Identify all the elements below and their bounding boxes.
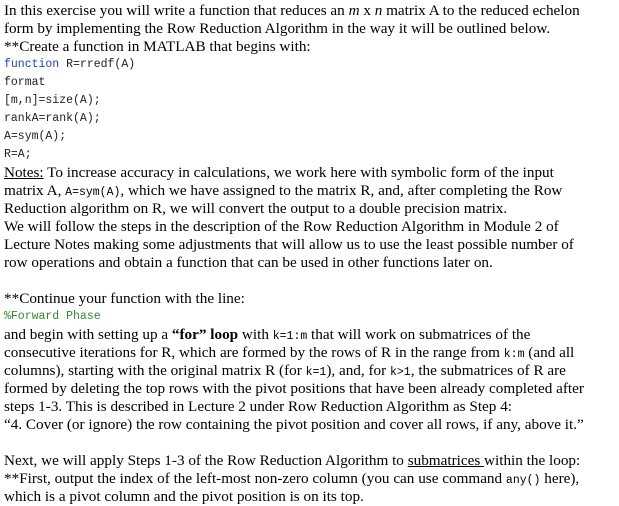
continue-line-3: and begin with setting up a “for” loop with k=1:m that will work on submatrices of the <box>4 326 531 343</box>
notes-label: Notes: <box>4 164 44 181</box>
inline-code: k>1 <box>390 366 411 379</box>
notes-line-1: Notes: To increase accuracy in calculations, we work here with symbolic form of the input <box>4 164 554 181</box>
inline-code: k=1:m <box>272 330 308 343</box>
continue-line-6: formed by deleting the top rows with the pivot positions that have been already completed after <box>4 380 584 397</box>
continue-line-7: steps 1-3. This is described in Lecture 2 under Row Reduction Algorithm as Step 4: <box>4 398 513 415</box>
blank-line <box>4 272 619 290</box>
code-block <box>4 56 619 164</box>
intro-line-3: **Create a function in MATLAB that begins with: <box>4 38 311 55</box>
continue-line-4: consecutive iterations for R, which are formed by the rows of R in the range from k:m (and all <box>4 344 575 361</box>
continue-comment <box>4 308 619 326</box>
for-loop-bold: “for” loop <box>171 326 239 343</box>
next-line-2: **First, output the index of the left-most non-zero column (you can use command any() here), <box>4 470 580 487</box>
code-signature: function R=rredf(A) <box>4 58 136 71</box>
code-assign: R=A; <box>4 148 32 161</box>
intro-line-1: In this exercise you will write a function that reduces an m x n matrix A to the reduced echelon <box>4 2 580 19</box>
next-line-3: which is a pivot column and the pivot position is on its top. <box>4 488 364 505</box>
continue-line-1: **Continue your function with the line: <box>4 290 245 307</box>
inline-code: A=sym(A) <box>65 186 121 199</box>
continue-line-8: “4. Cover (or ignore) the row containing the pivot position and cover all rows, if any, above it.” <box>4 416 584 433</box>
intro-line-2: form by implementing the Row Reduction Algorithm in the way it will be outlined below. <box>4 20 551 37</box>
inline-code: k:m <box>503 348 525 361</box>
inline-code: any() <box>505 474 541 487</box>
code-rank: rankA=rank(A); <box>4 112 101 125</box>
code-comment: %Forward Phase <box>4 310 101 323</box>
continue-line-5: columns), starting with the original matrix R (for k=1), and, for k>1, the submatrices of R are <box>4 362 566 379</box>
blank-line <box>4 434 619 452</box>
code-format: format <box>4 76 46 89</box>
notes-line-2: matrix A, A=sym(A), which we have assigned to the matrix R, and, after completing the Row <box>4 182 563 199</box>
notes-line-4: We will follow the steps in the description of the Row Reduction Algorithm in Module 2 of <box>4 218 559 235</box>
notes-line-6: row operations and obtain a function that can be used in other functions later on. <box>4 254 493 271</box>
code-sym: A=sym(A); <box>4 130 67 143</box>
code-keyword-function: function <box>4 58 60 71</box>
var-m: m <box>348 2 360 19</box>
notes-line-5: Lecture Notes making some adjustments that will allow us to use the least possible number of <box>4 236 574 253</box>
var-n: n <box>374 2 383 19</box>
notes-line-3: Reduction algorithm on R, we will convert the output to a double precision matrix. <box>4 200 508 217</box>
next-line-1: Next, we will apply Steps 1-3 of the Row Reduction Algorithm to submatrices within the loop: <box>4 452 581 469</box>
inline-code: k=1 <box>305 366 327 379</box>
submatrices-underlined: submatrices <box>407 452 485 469</box>
code-size: [m,n]=size(A); <box>4 94 101 107</box>
